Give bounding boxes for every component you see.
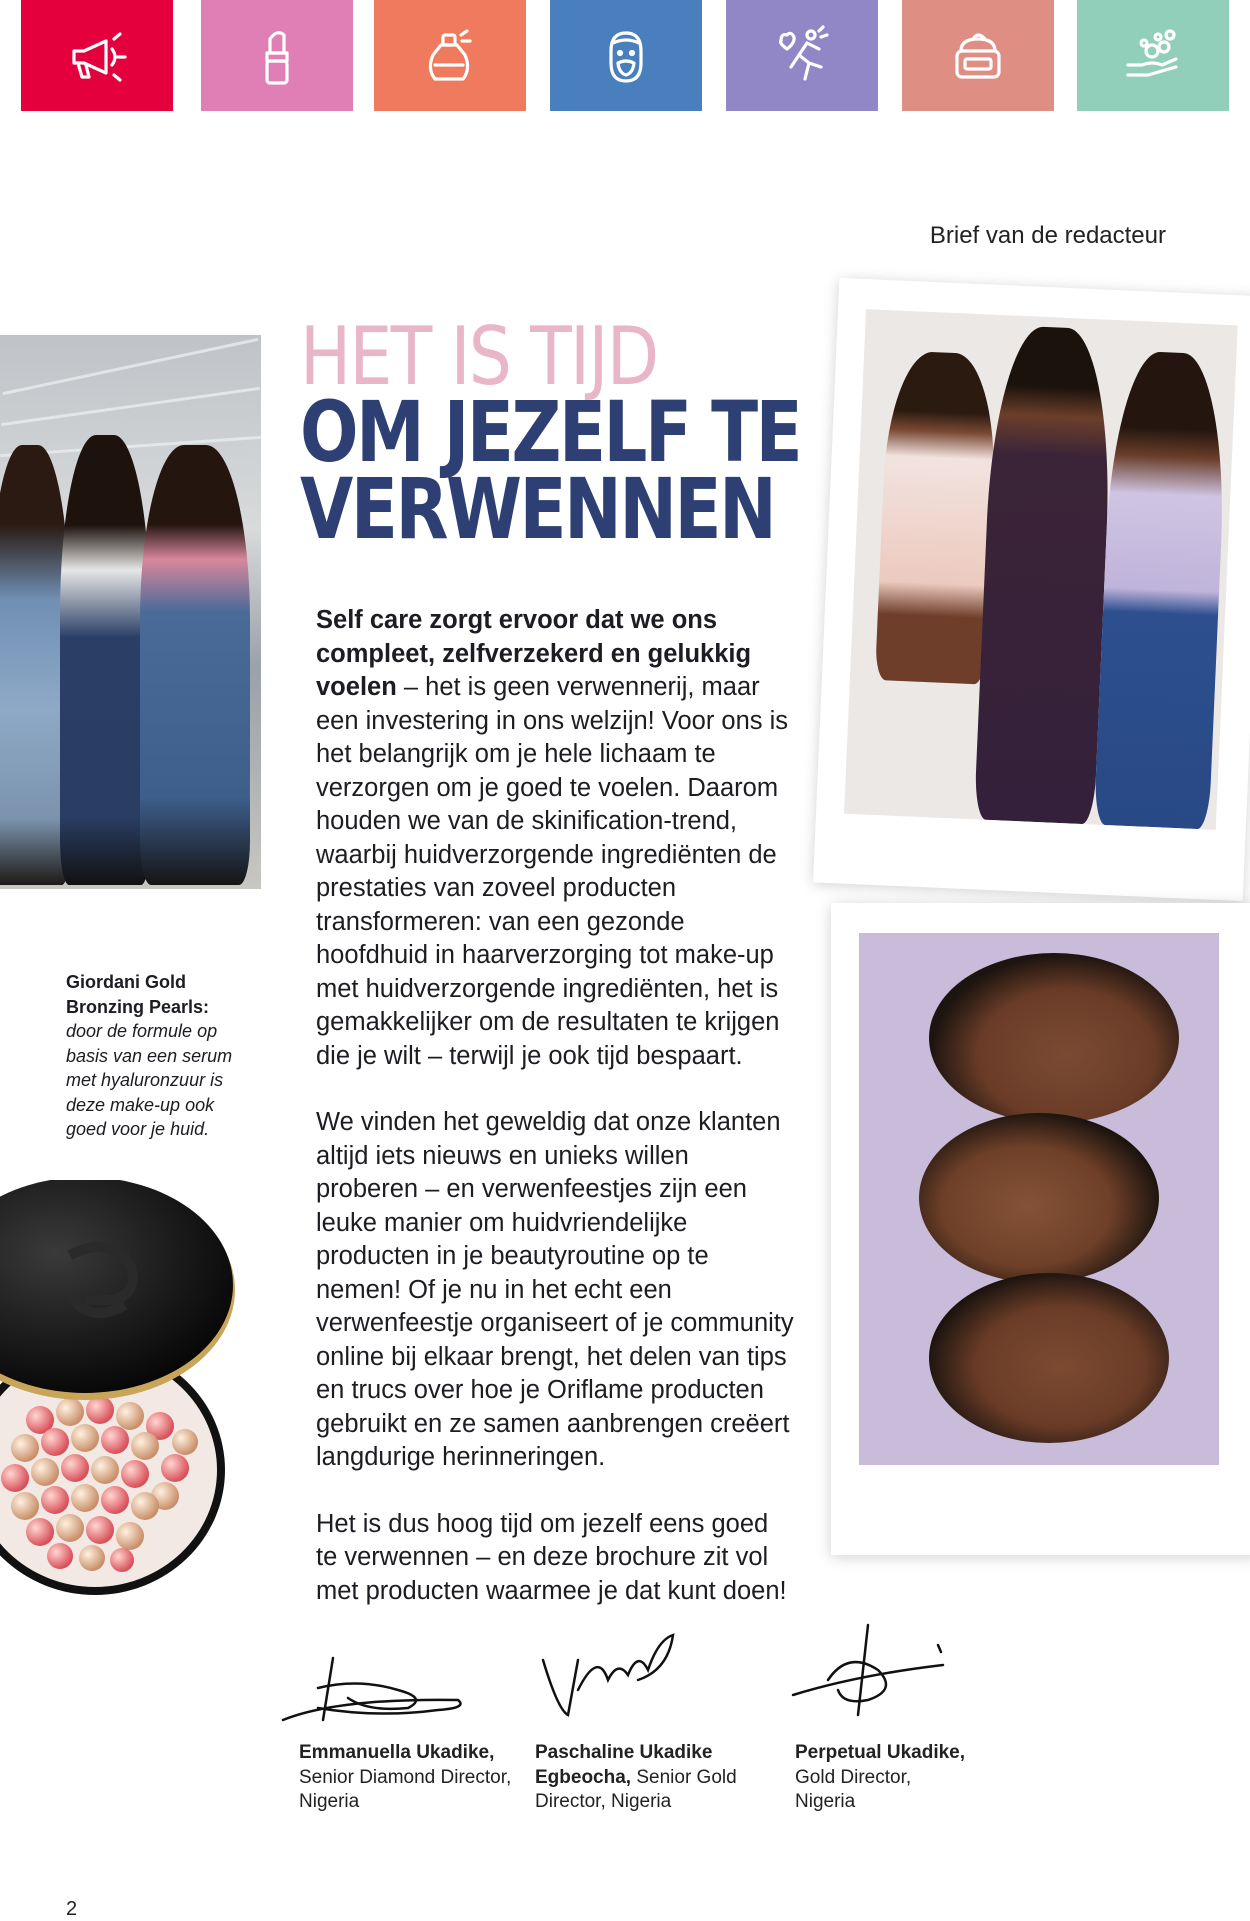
paragraph-2: We vinden het geweldig dat onze klanten altijd iets nieuws en unieks willen proberen – en verwenfeestjes zijn een leuke manier om huidvriendelijke producten in je beautyroutine op te nemen! Of je nu in het echt een verwenfeestje organiseert of je community online bij elkaar brengt, het delen van tips en trucs over hoe je Oriflame producten gebruikt en ze samen aanbrengen creëert langdurige herinneringen. [316, 1108, 794, 1471]
lipstick-icon [242, 21, 312, 91]
megaphone-icon [62, 21, 132, 91]
man-face-icon [591, 21, 661, 91]
product-caption [66, 970, 246, 1142]
wellness-runner-icon [767, 21, 837, 91]
signature-3 [788, 1620, 948, 1720]
category-men[interactable] [550, 0, 702, 111]
cream-jar-icon [943, 21, 1013, 91]
polaroid-photo-2 [831, 903, 1250, 1555]
bronzing-pearls-product [0, 1180, 240, 1610]
headline-line-1: HET IS TIJD [300, 310, 658, 403]
headline [300, 310, 910, 558]
category-personal-care[interactable] [1077, 0, 1229, 111]
signatory-1-name: Emmanuella Ukadike, [299, 1742, 495, 1763]
signatory-1-role: Senior Diamond Director, Nigeria [299, 1766, 512, 1812]
headline-line-2: OM JEZELF TE [300, 382, 801, 481]
category-wellness[interactable] [726, 0, 878, 111]
group-photo-airport [0, 335, 261, 889]
category-fragrance[interactable] [374, 0, 526, 111]
category-skincare[interactable] [902, 0, 1054, 111]
signatory-3-role: Gold Director, Nigeria [795, 1766, 912, 1812]
intro-bold: Self care zorgt ervoor dat we ons compleet, zelfverzekerd en gelukkig voelen [316, 606, 752, 701]
paragraph-1 [316, 604, 796, 1073]
signature-1 [278, 1648, 478, 1728]
intro-rest: – het is geen verwennerij, maar een investering in ons welzijn! Voor ons is het belangrijk om je hele lichaam te verzorgen om je goed te voelen. Daarom houden we van de skinification-trend, waarbij huidverzorgende ingrediënten de prestaties van zoveel producten transformeren: van een gezonde hoofdhuid in haarverzorging tot make-up met huidverzorgende ingrediënten, het is gemakkelijker om de resultaten te krijgen die je wilt – terwijl je ook tijd bespaart. [316, 673, 789, 1070]
category-nav [0, 0, 1250, 112]
signatory-2-name: Paschaline Ukadike Egbeocha, [535, 1742, 713, 1788]
signatory-1 [299, 1741, 519, 1815]
signatory-2-role: Senior Gold Director, Nigeria [535, 1766, 737, 1812]
editorial-body [316, 604, 796, 1641]
category-promotions[interactable] [21, 0, 173, 111]
photo-three-smiling-faces [859, 933, 1219, 1465]
signatory-3 [795, 1741, 970, 1815]
hand-wash-icon [1118, 21, 1188, 91]
caption-text: door de formule op basis van een serum met hyaluronzuur is deze make-up ook goed voor je huid. [66, 1021, 233, 1139]
signatory-2 [535, 1741, 760, 1815]
signature-2 [538, 1630, 698, 1720]
polaroid-photo-1 [813, 278, 1250, 901]
perfume-icon [415, 21, 485, 91]
category-makeup[interactable] [201, 0, 353, 111]
signatory-3-name: Perpetual Ukadike, [795, 1742, 966, 1763]
page-number: 2 [66, 1898, 78, 1920]
caption-title: Giordani Gold Bronzing Pearls: [66, 972, 210, 1017]
paragraph-3: Het is dus hoog tijd om jezelf eens goed te verwennen – en deze brochure zit vol met producten waarmee je dat kunt doen! [316, 1509, 787, 1605]
photo-three-women-standing [844, 309, 1238, 830]
headline-line-3: VERWENNEN [300, 459, 775, 558]
section-label: Brief van de redacteur [929, 222, 1166, 249]
